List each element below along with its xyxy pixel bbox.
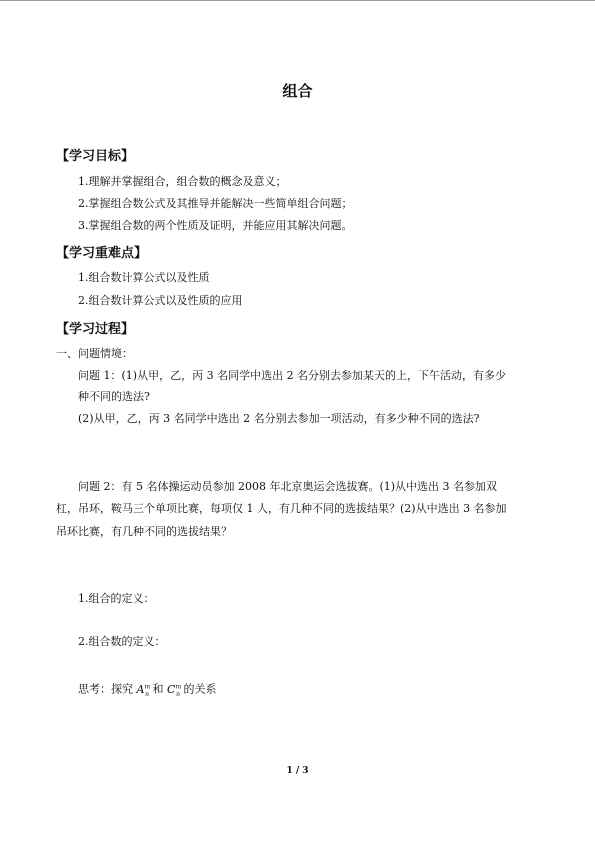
keypoints-heading: 【学习重难点】: [56, 246, 148, 261]
think-line: [78, 680, 217, 701]
think-mid: 和: [152, 682, 164, 696]
goal-item-3: 3.掌握组合数的两个性质及证明，并能应用其解决问题。: [78, 219, 353, 232]
problem-context-label: 一、问题情境：: [56, 347, 133, 360]
goal-item-2: 2.掌握组合数公式及其推导并能解决一些简单组合问题；: [78, 197, 353, 210]
permutation-symbol: $A^m_n$: [136, 682, 151, 698]
goals-heading: 【学习目标】: [56, 149, 135, 164]
think-prefix: 思考：探究: [78, 682, 133, 696]
think-suffix: 的关系: [183, 682, 217, 696]
combination-symbol: $C^m_n$: [167, 682, 182, 698]
question-1-line-2: 种不同的选法?: [78, 390, 150, 403]
question-1-line-1: 问题 1：(1)从甲，乙，丙 3 名同学中选出 2 名分别去参加某天的上，下午活动，有多少: [78, 369, 507, 382]
page-title: 组合: [282, 82, 313, 100]
keypoint-item-1: 1.组合数计算公式以及性质: [78, 271, 210, 284]
question-2-line-1: 问题 2：有 5 名体操运动员参加 2008 年北京奥运会选拔赛。(1)从中选出 3 名参加双: [78, 480, 498, 493]
process-heading: 【学习过程】: [56, 322, 135, 337]
page-top-rule: [0, 0, 595, 1]
definition-combination-number: 2.组合数的定义：: [78, 635, 166, 648]
question-2-line-3: 吊环比赛，有几种不同的选拔结果？: [56, 525, 232, 538]
question-1-line-3: (2)从甲，乙，丙 3 名同学中选出 2 名分别去参加一项活动，有多少种不同的选法?: [78, 412, 480, 425]
page-number: 1 / 3: [286, 766, 309, 776]
question-2-line-2: 杠，吊环，鞍马三个单项比赛，每项仅 1 人，有几种不同的选拔结果？(2)从中选出 3 名参加: [56, 502, 507, 515]
goal-item-1: 1.理解并掌握组合，组合数的概念及意义；: [78, 175, 287, 188]
keypoint-item-2: 2.组合数计算公式以及性质的应用: [78, 294, 243, 307]
definition-combination: 1.组合的定义：: [78, 592, 155, 605]
